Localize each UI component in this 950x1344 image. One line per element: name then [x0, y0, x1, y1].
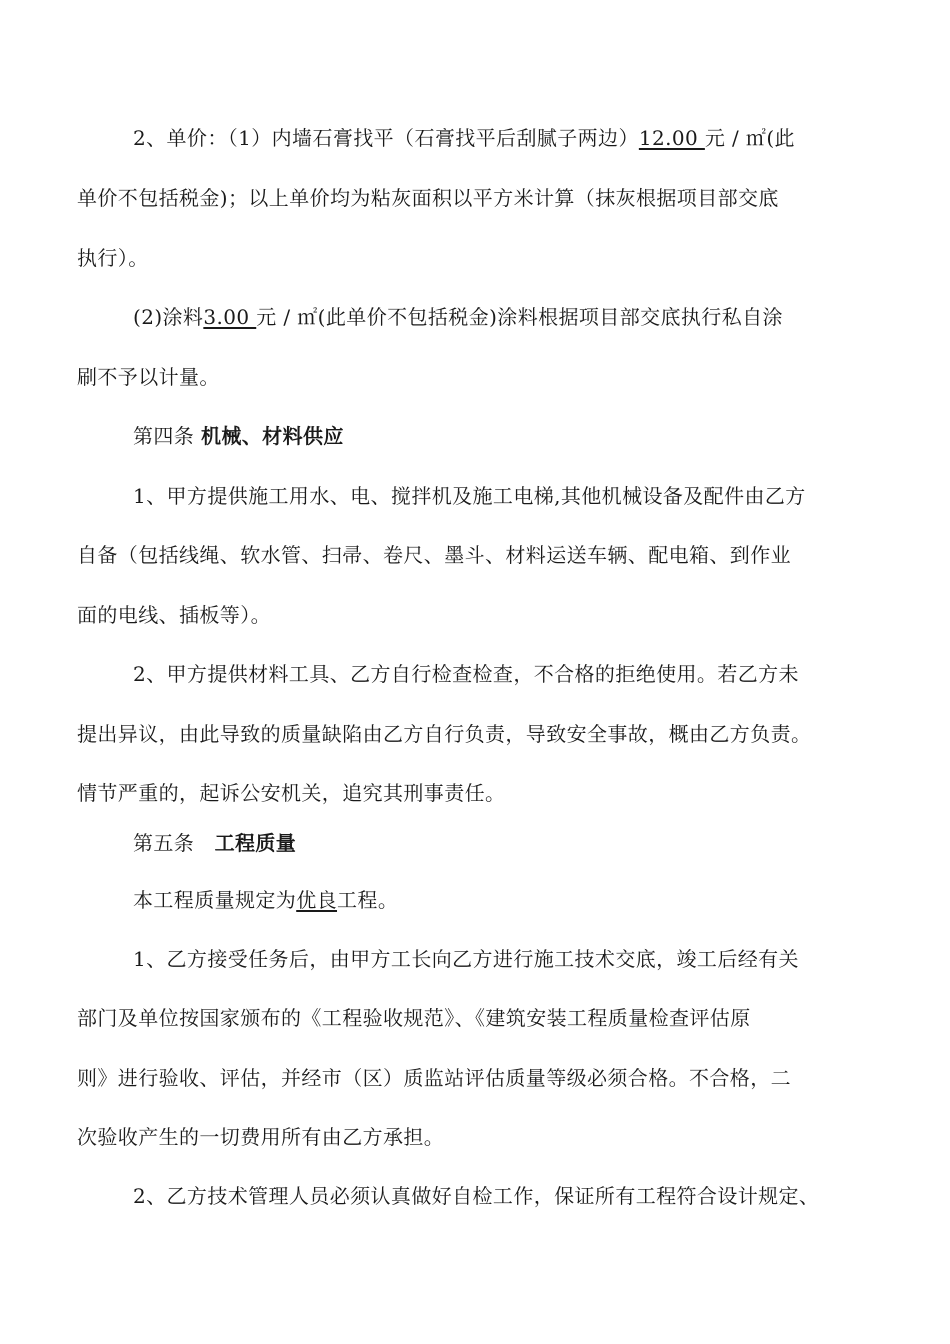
unit-price-line-2: 单价不包括税金)；以上单价均为粘灰面积以平方米计算（抹灰根据项目部交底	[77, 186, 779, 210]
machinery-line-3: 面的电线、插板等）。	[77, 603, 271, 627]
text-run: 本工程质量规定为	[133, 888, 297, 912]
text-run: 元 / ㎡(此	[704, 126, 795, 150]
quality-line-3: 则》进行验收、评估，并经市（区）质监站评估质量等级必须合格。不合格，二	[77, 1066, 791, 1090]
quality-line-2: 部门及单位按国家颁布的《工程验收规范》、《建筑安装工程质量检查评估原	[77, 1006, 751, 1030]
materials-line-1: 2、甲方提供材料工具、乙方自行检查检查，不合格的拒绝使用。若乙方未	[133, 662, 799, 686]
paint-price-line-2: 刷不予以计量。	[77, 365, 220, 389]
self-check-line-1: 2、乙方技术管理人员必须认真做好自检工作，保证所有工程符合设计规定、	[133, 1184, 820, 1208]
paint-price-line-1	[133, 303, 783, 331]
unit-price-line-3: 执行）。	[77, 246, 149, 270]
text-run: 工程。	[337, 888, 399, 912]
quality-line-4: 次验收产生的一切费用所有由乙方承担。	[77, 1125, 445, 1149]
article-number: 第四条	[133, 424, 201, 448]
machinery-line-2: 自备（包括线绳、软水管、扫帚、卷尺、墨斗、材料运送车辆、配电箱、到作业	[77, 543, 791, 567]
article-number: 第五条	[133, 831, 215, 855]
text-run: (2)涂料	[133, 305, 204, 329]
price-paint: 3.00	[203, 305, 257, 329]
materials-line-3: 情节严重的，起诉公安机关，追究其刑事责任。	[77, 781, 506, 805]
article-5-heading	[133, 829, 296, 857]
text-run: 元 / ㎡(此单价不包括税金)涂料根据项目部交底执行私自涂	[256, 305, 783, 329]
article-title: 工程质量	[214, 831, 297, 855]
quality-standard-line	[133, 886, 398, 914]
quality-line-1: 1、乙方接受任务后，由甲方工长向乙方进行施工技术交底，竣工后经有关	[133, 947, 799, 971]
machinery-line-1: 1、甲方提供施工用水、电、搅拌机及施工电梯,其他机械设备及配件由乙方	[133, 484, 806, 508]
article-title: 机械、材料供应	[200, 424, 344, 448]
price-plaster: 12.00	[638, 126, 705, 150]
unit-price-line-1	[133, 124, 795, 152]
materials-line-2: 提出异议，由此导致的质量缺陷由乙方自行负责，导致安全事故，概由乙方负责。	[77, 722, 812, 746]
text-run: 2、单价：（1）内墙石膏找平（石膏找平后刮腻子两边）	[133, 126, 639, 150]
article-4-heading	[133, 422, 344, 450]
quality-grade: 优良	[296, 888, 338, 912]
